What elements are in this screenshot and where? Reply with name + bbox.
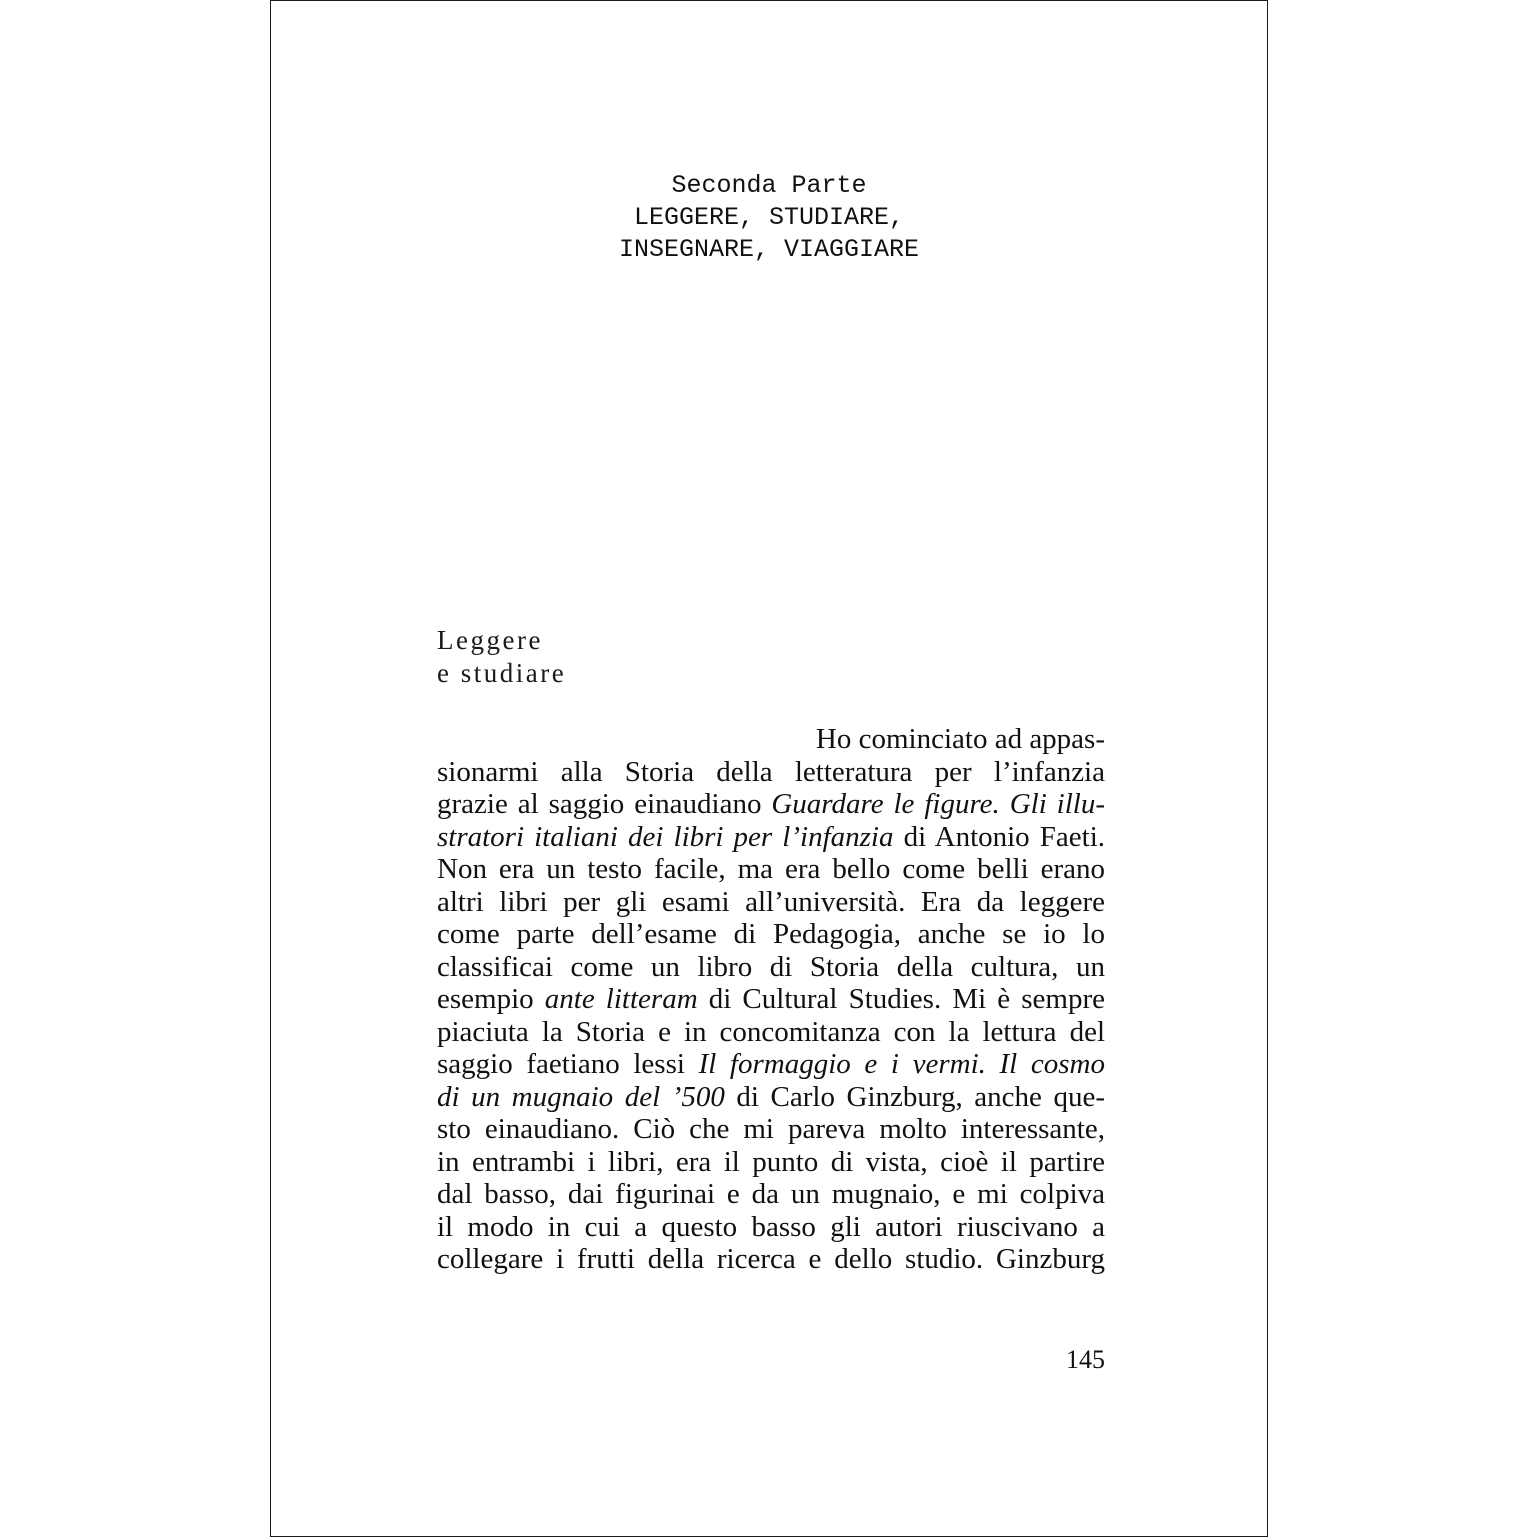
part-title-line-1: LEGGERE, STUDIARE, — [633, 203, 905, 232]
text-line — [437, 1146, 1105, 1179]
section-title — [437, 624, 566, 690]
text-run: Ho cominciato ad appas- — [815, 723, 1105, 755]
text-run: Non era un testo facile, ma era bello come belli erano — [437, 853, 1105, 885]
text-run: di Carlo Ginzburg, anche que- — [724, 1080, 1105, 1113]
text-line — [437, 756, 1105, 789]
text-line — [437, 1211, 1105, 1244]
text-line — [437, 853, 1105, 886]
text-line — [437, 951, 1105, 984]
text-run: saggio faetiano lessi — [437, 1048, 699, 1080]
italic-title-text: Guardare le figure. Gli illu- — [771, 788, 1106, 820]
text-run: in entrambi i libri, era il punto di vista, cioè il partire — [437, 1145, 1105, 1178]
section-title-line-1: Leggere — [437, 625, 543, 655]
text-line — [437, 918, 1105, 951]
text-line — [437, 1048, 1105, 1081]
part-title-line-2: INSEGNARE, VIAGGIARE — [618, 235, 920, 264]
text-run: di Antonio Faeti. — [893, 820, 1106, 853]
italic-title-text: di un mugnaio del ’500 — [437, 1080, 725, 1113]
text-line — [437, 1081, 1105, 1114]
section-title-line-2: e studiare — [437, 658, 567, 688]
text-line — [437, 723, 1105, 756]
text-line — [437, 1178, 1105, 1211]
body-paragraph — [437, 723, 1105, 1276]
text-line — [437, 1113, 1105, 1146]
text-line — [437, 788, 1105, 821]
text-line — [437, 983, 1105, 1016]
text-run: classificai come un libro di Storia della cultura, un — [437, 950, 1105, 983]
text-run: altri libri per gli esami all’università. Era da leggere — [437, 885, 1105, 918]
text-line — [437, 821, 1105, 854]
text-run: esempio — [437, 983, 545, 1015]
text-run: collegare i frutti della ricerca e dello studio. Ginzburg — [437, 1243, 1105, 1275]
italic-title-text: Il formaggio e i vermi. Il cosmo — [698, 1048, 1105, 1080]
text-run: il modo in cui a questo basso gli autori riuscivano a — [437, 1210, 1105, 1243]
page-number: 145 — [1066, 1345, 1105, 1374]
text-run: sto einaudiano. Ciò che mi pareva molto interessante, — [437, 1113, 1105, 1145]
text-line — [437, 886, 1105, 919]
text-run: come parte dell’esame di Pedagogia, anche se io lo — [437, 918, 1105, 950]
italic-title-text: stratori italiani dei libri per l’infanzia — [437, 820, 894, 853]
text-line — [437, 1016, 1105, 1049]
text-run: grazie al saggio einaudiano — [437, 788, 772, 820]
text-run: di Cultural Studies. Mi è sempre — [697, 983, 1105, 1015]
text-line — [437, 1243, 1105, 1276]
part-heading — [270, 170, 1268, 266]
text-run: dal basso, dai figurinai e da un mugnaio, e mi colpiva — [437, 1178, 1105, 1210]
text-run: sionarmi alla Storia della letteratura per l’infanzia — [437, 755, 1105, 788]
italic-title-text: ante litteram — [544, 983, 698, 1015]
text-run: piaciuta la Storia e in concomitanza con la lettura del — [437, 1015, 1105, 1048]
part-label: Seconda Parte — [671, 171, 867, 200]
